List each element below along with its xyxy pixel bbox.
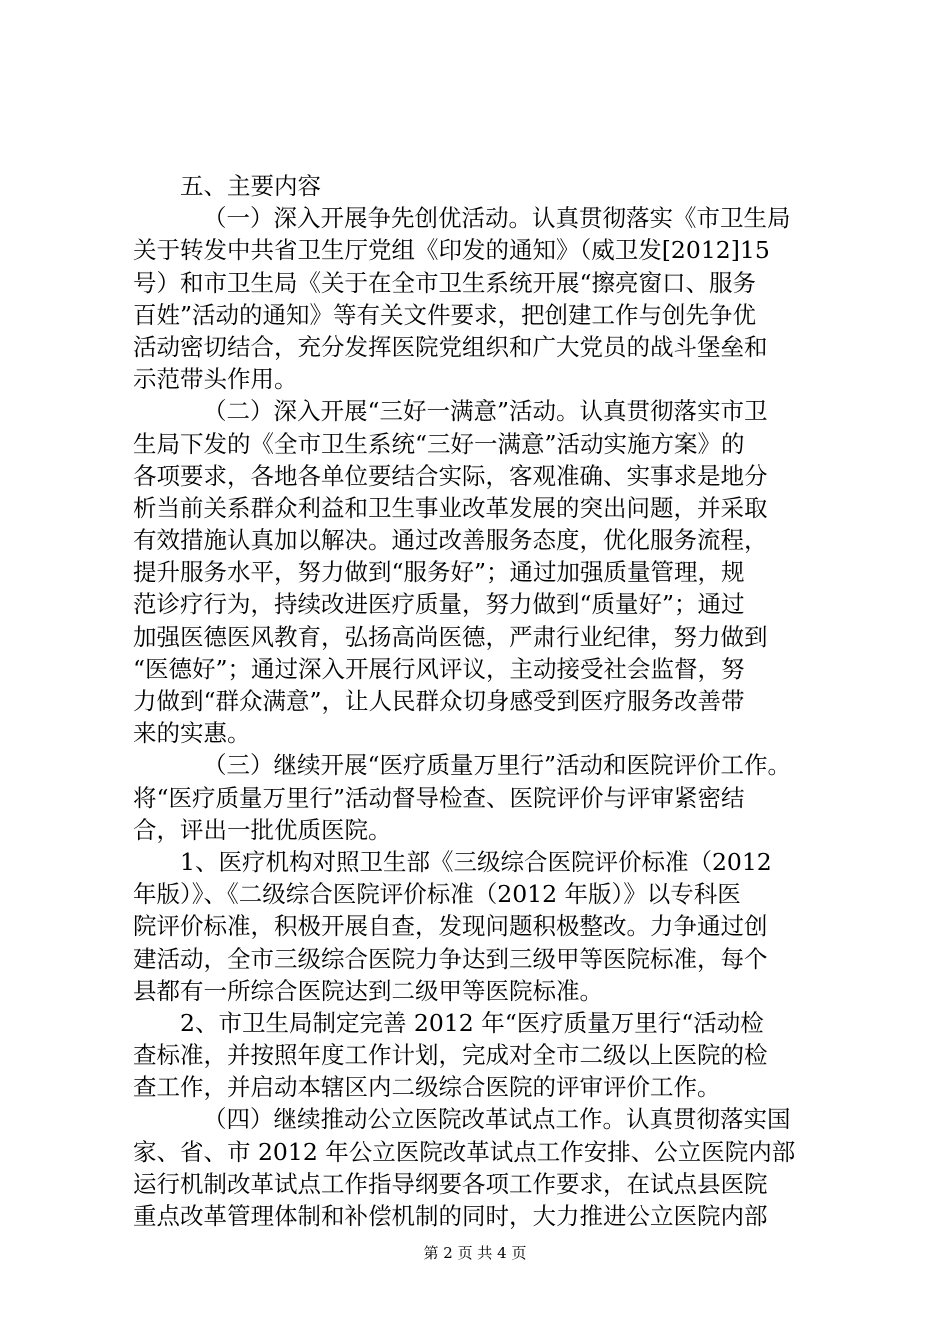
text-line: 查标准，并按照年度工作计划，完成对全市二级以上医院的检 bbox=[133, 1041, 768, 1070]
text-line: 析当前关系群众利益和卫生事业改革发展的突出问题，并采取 bbox=[133, 493, 768, 522]
text-line: （四）继续推动公立医院改革试点工作。认真贯彻落实国 bbox=[203, 1105, 791, 1134]
page-footer: 第 2 页 共 4 页 bbox=[423, 1244, 527, 1262]
text-line: 将“医疗质量万里行”活动督导检查、医院评价与评审紧密结 bbox=[133, 783, 745, 812]
text-line: 力做到“群众满意”，让人民群众切身感受到医疗服务改善带 bbox=[133, 687, 745, 715]
text-line: （一）深入开展争先创优活动。认真贯彻落实《市卫生局 bbox=[203, 204, 791, 233]
text-line: 年版）》、《二级综合医院评价标准（2012 年版）》以专科医 bbox=[133, 880, 741, 909]
text-line: 活动密切结合，充分发挥医院党组织和广大党员的战斗堡垒和 bbox=[133, 332, 768, 361]
text-line: 运行机制改革试点工作指导纲要各项工作要求，在试点县医院 bbox=[133, 1169, 768, 1198]
text-line: 查工作，并启动本辖区内二级综合医院的评审评价工作。 bbox=[133, 1073, 721, 1102]
text-line: 示范带头作用。 bbox=[133, 365, 298, 394]
text-line: 院评价标准，积极开展自查，发现问题积极整改。力争通过创 bbox=[133, 912, 768, 941]
text-line: 有效措施认真加以解决。通过改善服务态度，优化服务流程， bbox=[133, 526, 768, 555]
text-line: 五、主要内容 bbox=[180, 172, 321, 200]
text-line: 合，评出一批优质医院。 bbox=[133, 815, 392, 844]
text-line: 生局下发的《全市卫生系统“三好一满意”活动实施方案》的 bbox=[133, 429, 745, 458]
text-line: “医德好”；通过深入开展行风评议，主动接受社会监督，努 bbox=[133, 654, 745, 683]
text-line: 重点改革管理体制和补偿机制的同时，大力推进公立医院内部 bbox=[133, 1202, 768, 1230]
text-line: 家、省、市 2012 年公立医院改革试点工作安排、公立医院内部 bbox=[133, 1137, 796, 1166]
text-line: 号）和市卫生局《关于在全市卫生系统开展“擦亮窗口、服务 bbox=[133, 268, 757, 297]
text-line: （三）继续开展“医疗质量万里行”活动和医院评价工作。 bbox=[203, 751, 792, 780]
text-line: 提升服务水平，努力做到“服务好”；通过加强质量管理，规 bbox=[133, 558, 745, 587]
text-line: 县都有一所综合医院达到二级甲等医院标准。 bbox=[133, 976, 603, 1005]
text-line: 关于转发中共省卫生厅党组《印发的通知》（威卫发[2012]15 bbox=[133, 236, 770, 265]
text-line: 范诊疗行为，持续改进医疗质量，努力做到“质量好”；通过 bbox=[133, 590, 745, 619]
text-line: （二）深入开展“三好一满意”活动。认真贯彻落实市卫 bbox=[203, 397, 768, 426]
text-line: 各项要求，各地各单位要结合实际，客观准确、实事求是地分 bbox=[133, 461, 768, 490]
text-line: 加强医德医风教育，弘扬高尚医德，严肃行业纪律，努力做到 bbox=[133, 622, 768, 651]
document-body bbox=[133, 170, 833, 1232]
text-line: 来的实惠。 bbox=[133, 719, 251, 748]
text-line: 2、市卫生局制定完善 2012 年“医疗质量万里行“活动检 bbox=[180, 1008, 764, 1037]
text-line: 1、医疗机构对照卫生部《三级综合医院评价标准（2012 bbox=[180, 847, 772, 876]
text-line: 百姓”活动的通知》等有关文件要求，把创建工作与创先争优 bbox=[133, 300, 757, 329]
text-line: 建活动，全市三级综合医院力争达到三级甲等医院标准，每个 bbox=[133, 944, 768, 973]
